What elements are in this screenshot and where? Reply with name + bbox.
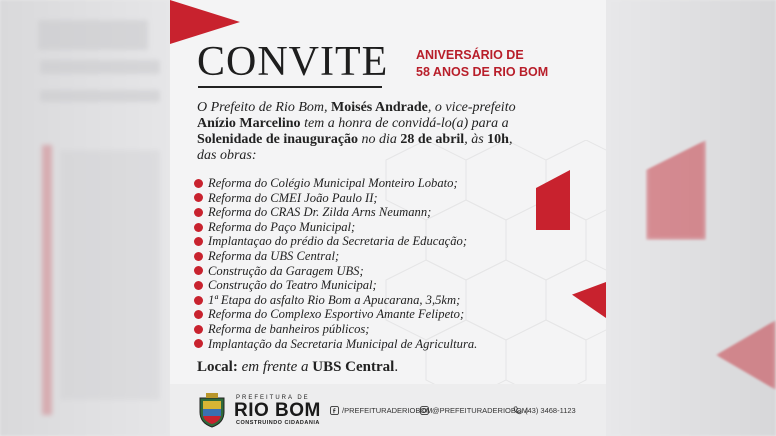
intro-text-4: no dia — [358, 132, 401, 147]
work-item-text: Construção do Teatro Municipal; — [208, 278, 377, 293]
facebook-handle: /PREFEITURADERIOBOM — [342, 406, 433, 415]
bullet-dot-icon — [194, 208, 203, 217]
location-place: UBS Central — [312, 359, 395, 375]
list-item — [194, 191, 477, 206]
work-item-text: Implantação da Secretaria Municipal de Agricultura. — [208, 336, 478, 351]
work-item-text: Reforma de banheiros públicos; — [208, 321, 370, 336]
location-label: Local: — [197, 359, 238, 375]
blurred-background-left — [0, 0, 170, 436]
intro-text-7: das obras: — [197, 148, 257, 163]
work-item-text: Reforma da UBS Central; — [208, 248, 340, 263]
bullet-dot-icon — [194, 310, 203, 319]
city-crest-icon — [197, 392, 227, 428]
work-item-text: Reforma do Paço Municipal; — [208, 219, 356, 234]
bullet-dot-icon — [194, 296, 203, 305]
bullet-dot-icon — [194, 325, 203, 334]
phone-icon — [513, 406, 522, 415]
bullet-dot-icon — [194, 252, 203, 261]
instagram-icon — [420, 406, 429, 415]
bullet-dot-icon — [194, 193, 203, 202]
list-item — [194, 293, 477, 308]
prefecture-label: PREFEITURA DE — [236, 395, 310, 401]
list-item — [194, 322, 477, 337]
invitation-text — [197, 100, 577, 164]
location-text: em frente a — [237, 359, 313, 375]
anniversary-line-1: ANIVERSÁRIO DE — [416, 48, 524, 62]
list-item — [194, 234, 477, 249]
anniversary-label — [416, 47, 548, 81]
list-item — [194, 307, 477, 322]
work-item-text: Reforma do CMEI João Paulo II; — [208, 190, 378, 205]
intro-text-6: , — [508, 132, 513, 147]
instagram-link[interactable] — [420, 406, 528, 415]
work-item-text: Implantaçao do prédio da Secretaria de Educação; — [208, 234, 468, 249]
phone-contact[interactable] — [513, 406, 576, 415]
list-item — [194, 278, 477, 293]
facebook-icon — [330, 406, 339, 415]
bullet-dot-icon — [194, 266, 203, 275]
work-item-text: Reforma do Colégio Municipal Monteiro Lobato; — [208, 176, 458, 190]
vice-mayor-name: Anízio Marcelino — [197, 116, 301, 131]
intro-text-2: , o vice-prefeito — [427, 100, 516, 115]
intro-text-1: O Prefeito de Rio Bom, — [197, 100, 332, 115]
title-underline — [198, 86, 382, 88]
city-name: RIO BOM — [234, 400, 321, 421]
list-item — [194, 176, 477, 191]
anniversary-line-2: 58 ANOS DE RIO BOM — [416, 65, 549, 79]
works-list — [194, 176, 477, 351]
instagram-handle: @PREFEITURADERIOBOM — [432, 406, 528, 415]
facebook-link[interactable] — [330, 406, 432, 415]
work-item-text: Reforma do Complexo Esportivo Amante Felipeto; — [208, 307, 465, 322]
city-slogan: CONSTRUINDO CIDADANIA — [236, 420, 320, 426]
list-item — [194, 337, 477, 352]
event-date: 28 de abril — [400, 132, 465, 147]
intro-text-5: , às — [464, 132, 488, 147]
bullet-dot-icon — [194, 223, 203, 232]
work-item-text: Construção da Garagem UBS; — [208, 263, 364, 278]
list-item — [194, 220, 477, 235]
footer — [170, 384, 606, 436]
blurred-background-right — [606, 0, 776, 436]
phone-number: (43) 3468-1123 — [525, 406, 576, 415]
bullet-dot-icon — [194, 281, 203, 290]
event-name: Solenidade de inauguração — [197, 132, 359, 147]
invitation-title: CONVITE — [197, 39, 389, 85]
event-location — [197, 359, 398, 376]
list-item — [194, 264, 477, 279]
bullet-dot-icon — [194, 237, 203, 246]
list-item — [194, 249, 477, 264]
work-item-text: Reforma do CRAS Dr. Zilda Arns Neumann; — [208, 205, 432, 220]
bullet-dot-icon — [194, 339, 203, 348]
event-time: 10h — [487, 132, 509, 147]
location-end: . — [394, 359, 399, 375]
invitation-card — [170, 0, 606, 436]
list-item — [194, 205, 477, 220]
bullet-dot-icon — [194, 179, 203, 188]
intro-text-3: tem a honra de convidá-lo(a) para a — [300, 116, 509, 131]
mayor-name: Moisés Andrade — [331, 100, 428, 115]
work-item-text: 1ª Etapa do asfalto Rio Bom a Apucarana, 3,5km; — [208, 292, 461, 307]
